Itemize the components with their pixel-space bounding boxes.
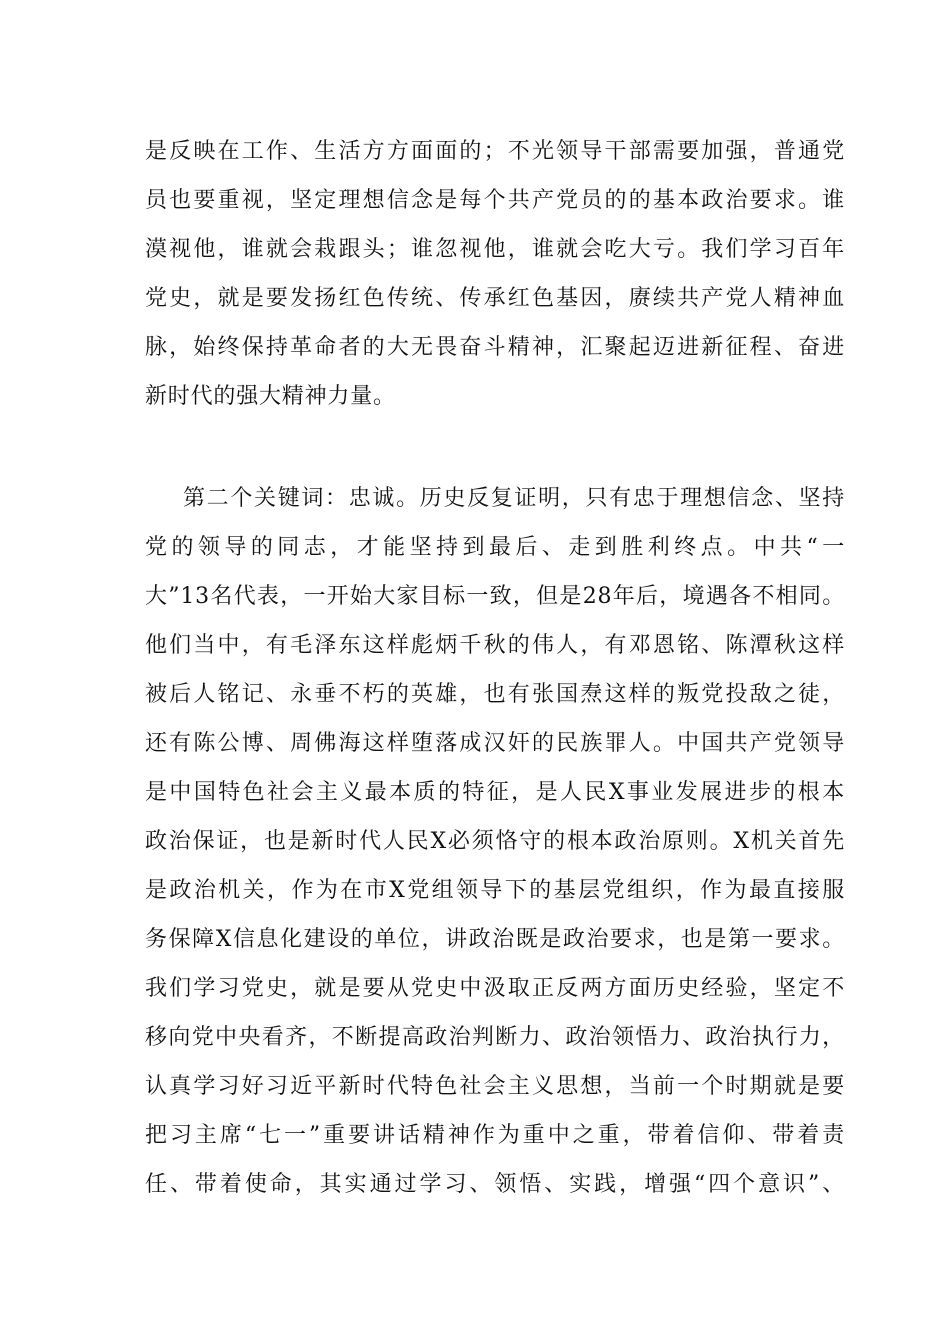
text-line: 新时代的强大精神力量。 xyxy=(145,384,396,409)
text-line: 移向党中央看齐，不断提高政治判断力、政治领悟力、政治执行力， xyxy=(145,1025,845,1050)
paragraph-ideals xyxy=(145,127,845,421)
paragraph-loyalty xyxy=(145,474,845,1209)
text-line: 是反映在工作、生活方方面面的；不光领导干部需要加强，普通党 xyxy=(145,139,845,164)
text-line: 我们学习党史，就是要从党史中汲取正反两方面历史经验，坚定不 xyxy=(145,976,845,1001)
text-line: 是中国特色社会主义最本质的特征，是人民X事业发展进步的根本 xyxy=(145,780,845,805)
text-line: 第二个关键词：忠诚。历史反复证明，只有忠于理想信念、坚持 xyxy=(183,486,845,511)
text-line: 政治保证，也是新时代人民X必须恪守的根本政治原则。X机关首先 xyxy=(145,829,845,854)
text-line: 脉，始终保持革命者的大无畏奋斗精神，汇聚起迈进新征程、奋进 xyxy=(145,335,845,360)
text-line: 党史，就是要发扬红色传统、传承红色基因，赓续共产党人精神血 xyxy=(145,286,845,311)
text-line: 认真学习好习近平新时代特色社会主义思想，当前一个时期就是要 xyxy=(145,1074,845,1099)
text-line: 党的领导的同志，才能坚持到最后、走到胜利终点。中共“一 xyxy=(145,535,845,560)
text-line: 漠视他，谁就会栽跟头；谁忽视他，谁就会吃大亏。我们学习百年 xyxy=(145,237,845,262)
text-line: 大”13名代表，一开始大家目标一致，但是28年后，境遇各不相同。 xyxy=(145,584,845,609)
text-line: 还有陈公博、周佛海这样堕落成汉奸的民族罪人。中国共产党领导 xyxy=(145,731,845,756)
text-line: 务保障X信息化建设的单位，讲政治既是政治要求，也是第一要求。 xyxy=(145,927,845,952)
text-line: 把习主席“七一”重要讲话精神作为重中之重，带着信仰、带着责 xyxy=(145,1123,845,1148)
text-line: 被后人铭记、永垂不朽的英雄，也有张国焘这样的叛党投敌之徒， xyxy=(145,682,845,707)
text-line: 员也要重视，坚定理想信念是每个共产党员的的基本政治要求。谁 xyxy=(145,188,845,213)
text-line: 任、带着使命，其实通过学习、领悟、实践，增强“四个意识”、 xyxy=(145,1172,845,1197)
text-line: 是政治机关，作为在市X党组领导下的基层党组织，作为最直接服 xyxy=(145,878,845,903)
text-line: 他们当中，有毛泽东这样彪炳千秋的伟人，有邓恩铭、陈潭秋这样 xyxy=(145,633,845,658)
